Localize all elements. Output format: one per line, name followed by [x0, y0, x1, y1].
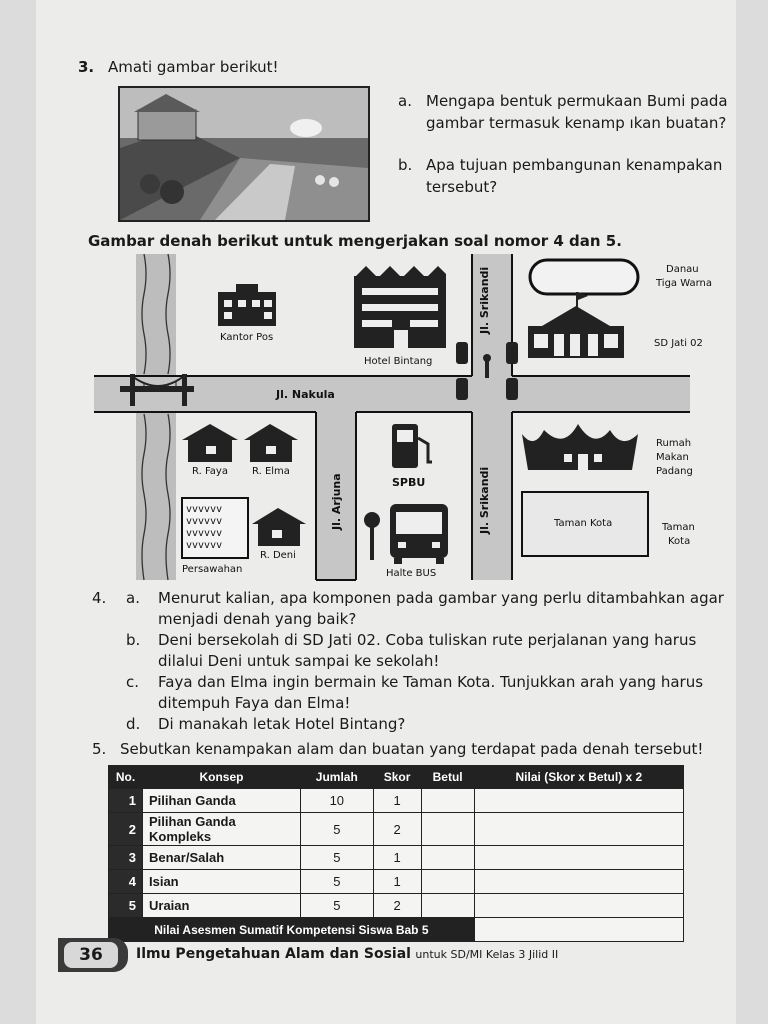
row-konsep: Isian	[143, 870, 301, 894]
question-4a-text: Menurut kalian, apa komponen pada gambar yang perlu ditambahkan agar menjadi denah yang baik?	[158, 589, 724, 628]
row-betul-cell[interactable]	[421, 870, 474, 894]
question-4a-label: a.	[126, 589, 140, 607]
header-konsep: Konsep	[143, 766, 301, 789]
row-konsep: Benar/Salah	[143, 846, 301, 870]
row-konsep: Uraian	[143, 894, 301, 918]
question-4c	[92, 672, 732, 714]
question-4c-text: Faya dan Elma ingin bermain ke Taman Kota. Tunjukkan arah yang harus ditempuh Faya dan Elma!	[158, 673, 704, 712]
table-row	[109, 894, 684, 918]
row-no: 2	[109, 813, 143, 846]
table-row	[109, 789, 684, 813]
row-nilai-cell[interactable]	[474, 813, 683, 846]
row-no: 5	[109, 894, 143, 918]
row-jumlah: 5	[301, 894, 374, 918]
row-nilai-cell[interactable]	[474, 846, 683, 870]
row-konsep: Pilihan Ganda	[143, 789, 301, 813]
post-office-icon	[218, 284, 276, 326]
label-rumah-makan-1: Rumah	[656, 438, 692, 449]
label-elma: R. Elma	[252, 466, 290, 477]
question-4d	[92, 714, 732, 736]
bus-icon	[390, 504, 448, 564]
label-nakula: Jl. Nakula	[276, 388, 335, 401]
label-sd: SD Jati 02	[654, 338, 703, 349]
question-4b-label: b.	[126, 631, 141, 649]
svg-text:vvvvvv: vvvvvv	[186, 504, 223, 515]
table-header-row	[109, 766, 684, 789]
page-number-tab	[58, 938, 128, 972]
question-3b-label: b.	[398, 156, 413, 174]
table-row	[109, 846, 684, 870]
label-taman-inside: Taman Kota	[554, 518, 613, 529]
label-spbu: SPBU	[392, 476, 426, 489]
bus-stop-icon	[364, 512, 380, 560]
question-4d-text: Di manakah letak Hotel Bintang?	[158, 715, 406, 733]
restaurant-icon	[522, 424, 638, 470]
row-nilai-cell[interactable]	[474, 789, 683, 813]
row-konsep: Pilihan Ganda Kompleks	[143, 813, 301, 846]
label-rumah-makan-2: Makan	[656, 452, 689, 463]
house-deni-icon	[252, 508, 306, 546]
label-rumah-makan-3: Padang	[656, 466, 693, 477]
row-jumlah: 5	[301, 870, 374, 894]
label-taman-side-2: Kota	[668, 536, 691, 547]
row-skor: 1	[373, 789, 421, 813]
row-jumlah: 5	[301, 846, 374, 870]
label-taman-side-1: Taman	[662, 522, 695, 533]
question-4b-text: Deni bersekolah di SD Jati 02. Coba tuliskan rute perjalanan yang harus dilalui Deni untuk sampai ke sekolah!	[158, 631, 697, 670]
page-number: 36	[64, 942, 118, 968]
house-faya-icon	[182, 424, 238, 462]
label-persawahan: Persawahan	[182, 564, 243, 575]
row-jumlah: 10	[301, 789, 374, 813]
header-skor: Skor	[373, 766, 421, 789]
question-5-number: 5.	[92, 740, 107, 758]
row-nilai-cell[interactable]	[474, 870, 683, 894]
rice-field-icon	[182, 498, 248, 558]
label-srikandi-bottom: Jl. Srikandi	[478, 466, 491, 534]
map-heading: Gambar denah berikut untuk mengerjakan soal nomor 4 dan 5.	[88, 232, 622, 250]
row-betul-cell[interactable]	[421, 894, 474, 918]
label-srikandi-top: Jl. Srikandi	[478, 266, 491, 334]
label-halte: Halte BUS	[386, 568, 437, 579]
question-3a-text: Mengapa bentuk permukaan Bumi pada gambar termasuk kenamp ıkan buatan?	[426, 92, 728, 132]
question-4	[92, 588, 732, 736]
question-4c-label: c.	[126, 673, 140, 691]
table-row	[109, 813, 684, 846]
label-deni: R. Deni	[260, 550, 296, 561]
svg-text:vvvvvv: vvvvvv	[186, 540, 223, 551]
row-skor: 1	[373, 870, 421, 894]
question-4a	[92, 588, 732, 630]
label-kantor-pos: Kantor Pos	[220, 332, 274, 343]
score-table	[108, 765, 684, 942]
row-skor: 1	[373, 846, 421, 870]
footer-book-title: Ilmu Pengetahuan Alam dan Sosial	[136, 946, 411, 962]
label-danau-2: Tiga Warna	[656, 278, 713, 289]
row-nilai-cell[interactable]	[474, 894, 683, 918]
row-no: 3	[109, 846, 143, 870]
row-jumlah: 5	[301, 813, 374, 846]
row-skor: 2	[373, 894, 421, 918]
label-hotel: Hotel Bintang	[364, 356, 433, 367]
question-3a-label: a.	[398, 92, 412, 110]
row-no: 4	[109, 870, 143, 894]
gas-pump-icon	[392, 424, 432, 468]
question-4b	[92, 630, 732, 672]
footer-title-line	[136, 946, 558, 962]
question-4d-label: d.	[126, 715, 141, 733]
table-row	[109, 870, 684, 894]
row-no: 1	[109, 789, 143, 813]
question-3b-text: Apa tujuan pembangunan kenampakan tersebut?	[426, 156, 723, 196]
house-elma-icon	[244, 424, 298, 462]
question-5-text: Sebutkan kenampakan alam dan buatan yang terdapat pada denah tersebut!	[120, 740, 704, 758]
landscape-photo	[118, 86, 370, 222]
header-betul: Betul	[421, 766, 474, 789]
row-betul-cell[interactable]	[421, 789, 474, 813]
neighborhood-map	[94, 254, 724, 584]
footer-book-subtitle: untuk SD/MI Kelas 3 Jilid II	[415, 948, 559, 961]
row-skor: 2	[373, 813, 421, 846]
label-faya: R. Faya	[192, 466, 228, 477]
svg-text:vvvvvv: vvvvvv	[186, 528, 223, 539]
question-4-number: 4.	[92, 589, 107, 607]
school-icon	[528, 292, 624, 358]
question-3-title: Amati gambar berikut!	[108, 58, 279, 76]
page-footer	[58, 938, 738, 974]
lake-icon	[530, 260, 638, 294]
header-nilai: Nilai (Skor x Betul) x 2	[474, 766, 683, 789]
row-betul-cell[interactable]	[421, 813, 474, 846]
header-no: No.	[109, 766, 143, 789]
question-3-number: 3.	[78, 58, 95, 76]
table-footer-label: Nilai Asesmen Sumatif Kompetensi Siswa Bab 5	[109, 918, 475, 942]
header-jumlah: Jumlah	[301, 766, 374, 789]
label-arjuna: Jl. Arjuna	[330, 473, 343, 530]
row-betul-cell[interactable]	[421, 846, 474, 870]
svg-text:vvvvvv: vvvvvv	[186, 516, 223, 527]
hotel-icon	[354, 266, 446, 348]
label-danau-1: Danau	[666, 264, 699, 275]
